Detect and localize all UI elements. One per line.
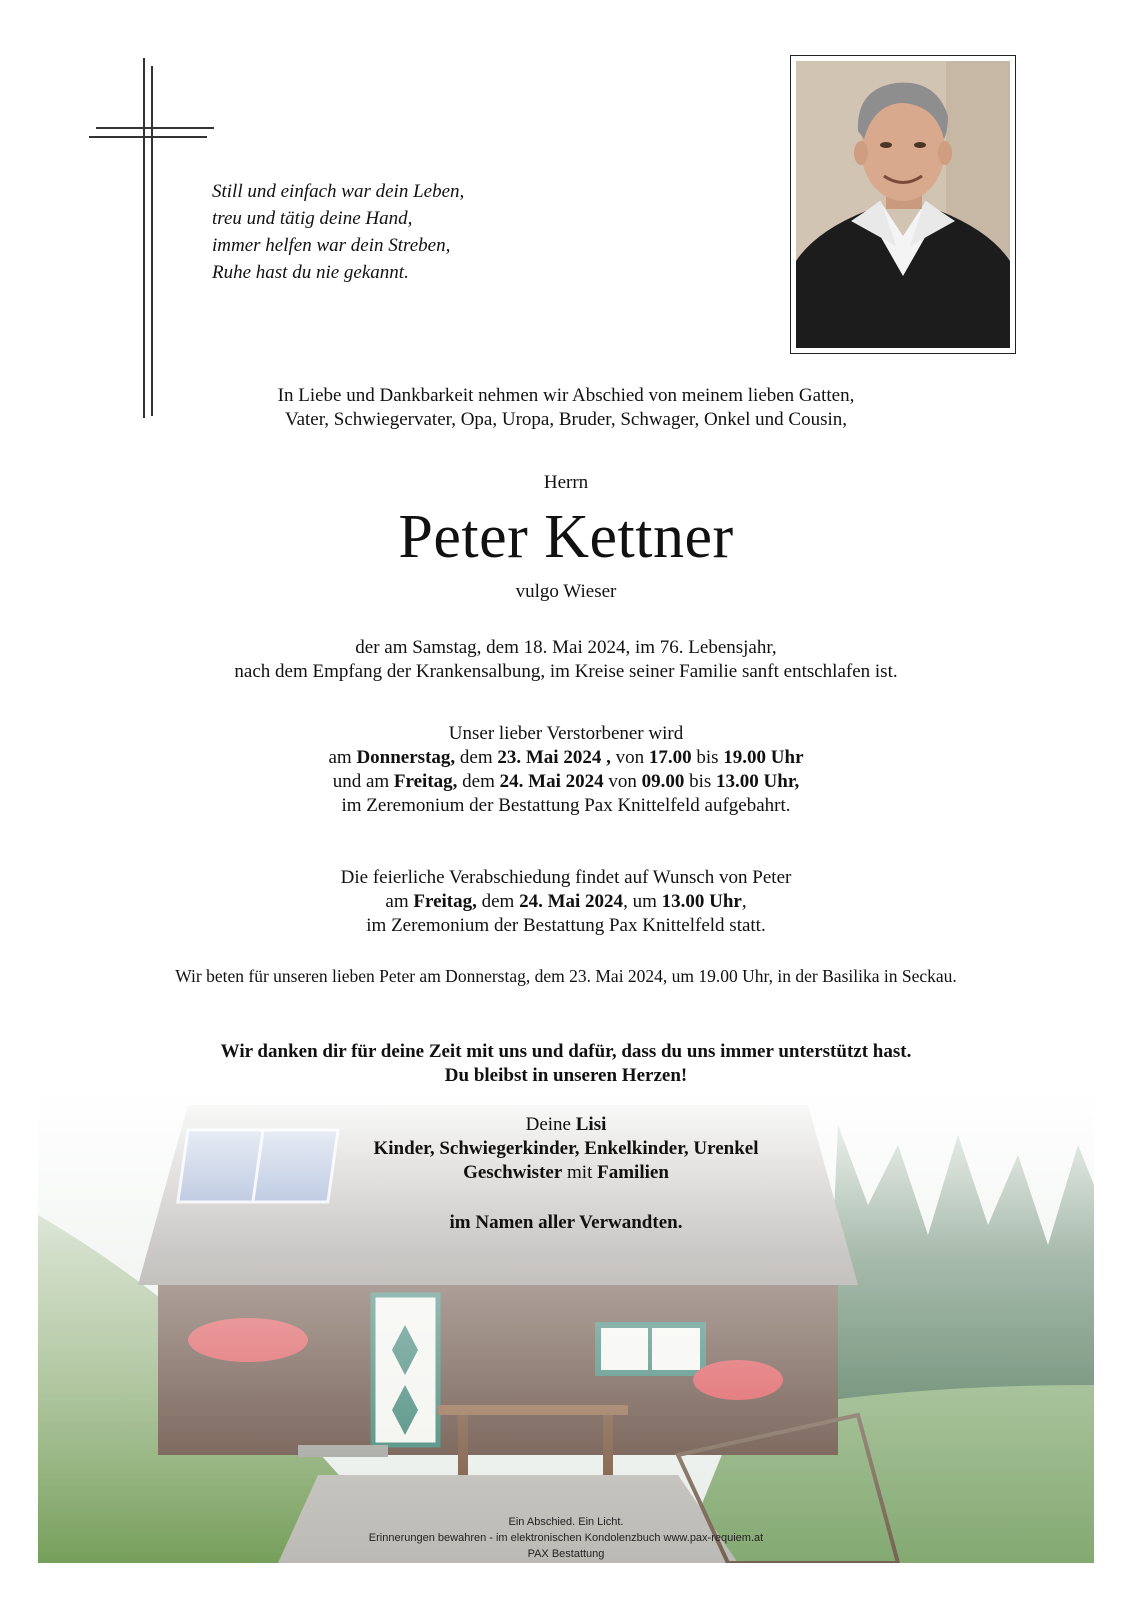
- signature-line-2: Kinder, Schwiegerkinder, Enkelkinder, Urenkel: [373, 1138, 759, 1159]
- viewing-line-3: und am Freitag, dem 24. Mai 2024 von 09.00 bis 13.00 Uhr,: [332, 771, 800, 792]
- signature-line-4: im Namen aller Verwandten.: [449, 1212, 683, 1233]
- footer-line: Ein Abschied. Ein Licht.: [508, 1516, 624, 1528]
- intro-text: [0, 384, 1132, 432]
- cross-icon-horizontal-1: [96, 127, 214, 129]
- footer-line: PAX Bestattung: [527, 1548, 605, 1560]
- thanks-line: Du bleibst in unseren Herzen!: [444, 1065, 688, 1086]
- farewell-line-3: im Zeremonium der Bestattung Pax Knittelfeld statt.: [366, 915, 766, 936]
- farewell-line-2: am Freitag, dem 24. Mai 2024, um 13.00 Uhr,: [385, 891, 747, 912]
- footer: [0, 1514, 1132, 1562]
- intro-line: Vater, Schwiegervater, Opa, Uropa, Bruder, Schwager, Onkel und Cousin,: [284, 409, 848, 430]
- viewing-line-2: am Donnerstag, dem 23. Mai 2024 , von 17.00 bis 19.00 Uhr: [328, 747, 804, 768]
- deceased-name: Peter Kettner: [398, 503, 734, 571]
- salutation: Herrn: [543, 472, 589, 493]
- farewell-notice: [0, 866, 1132, 938]
- death-line: nach dem Empfang der Krankensalbung, im Kreise seiner Familie sanft entschlafen ist.: [234, 661, 898, 682]
- intro-line: In Liebe und Dankbarkeit nehmen wir Abschied von meinem lieben Gatten,: [277, 385, 855, 406]
- portrait-image: [796, 61, 1010, 348]
- prayer-notice: Wir beten für unseren lieben Peter am Donnerstag, dem 23. Mai 2024, um 19.00 Uhr, in der Basilika in Seckau.: [175, 966, 957, 986]
- viewing-line-1: Unser lieber Verstorbener wird: [448, 723, 684, 744]
- thanks-text: [0, 1040, 1132, 1088]
- poem: [212, 178, 464, 286]
- nickname: vulgo Wieser: [515, 581, 617, 602]
- portrait-photo: [790, 55, 1016, 354]
- viewing-line-4: im Zeremonium der Bestattung Pax Knittelfeld aufgebahrt.: [341, 795, 791, 816]
- footer-line: Erinnerungen bewahren - im elektronischen Kondolenzbuch www.pax-requiem.at: [368, 1532, 764, 1544]
- poem-line: immer helfen war dein Streben,: [212, 235, 451, 256]
- signature-line-3: Geschwister mit Familien: [463, 1162, 669, 1183]
- poem-line: Still und einfach war dein Leben,: [212, 181, 465, 202]
- death-line: der am Samstag, dem 18. Mai 2024, im 76. Lebensjahr,: [355, 637, 777, 658]
- poem-line: treu und tätig deine Hand,: [212, 208, 413, 229]
- cross-icon-horizontal-2: [89, 136, 207, 138]
- signature-line-1: Deine Lisi: [525, 1114, 607, 1135]
- cross-icon-vertical-2: [151, 66, 153, 416]
- cross-icon-vertical-1: [143, 58, 145, 418]
- signature: [0, 1113, 1132, 1235]
- viewing-notice: [0, 722, 1132, 818]
- farewell-line-1: Die feierliche Verabschiedung findet auf Wunsch von Peter: [340, 867, 792, 888]
- poem-line: Ruhe hast du nie gekannt.: [212, 262, 409, 283]
- thanks-line: Wir danken dir für deine Zeit mit uns und dafür, dass du uns immer unterstützt hast.: [220, 1041, 912, 1062]
- death-notice: [0, 636, 1132, 684]
